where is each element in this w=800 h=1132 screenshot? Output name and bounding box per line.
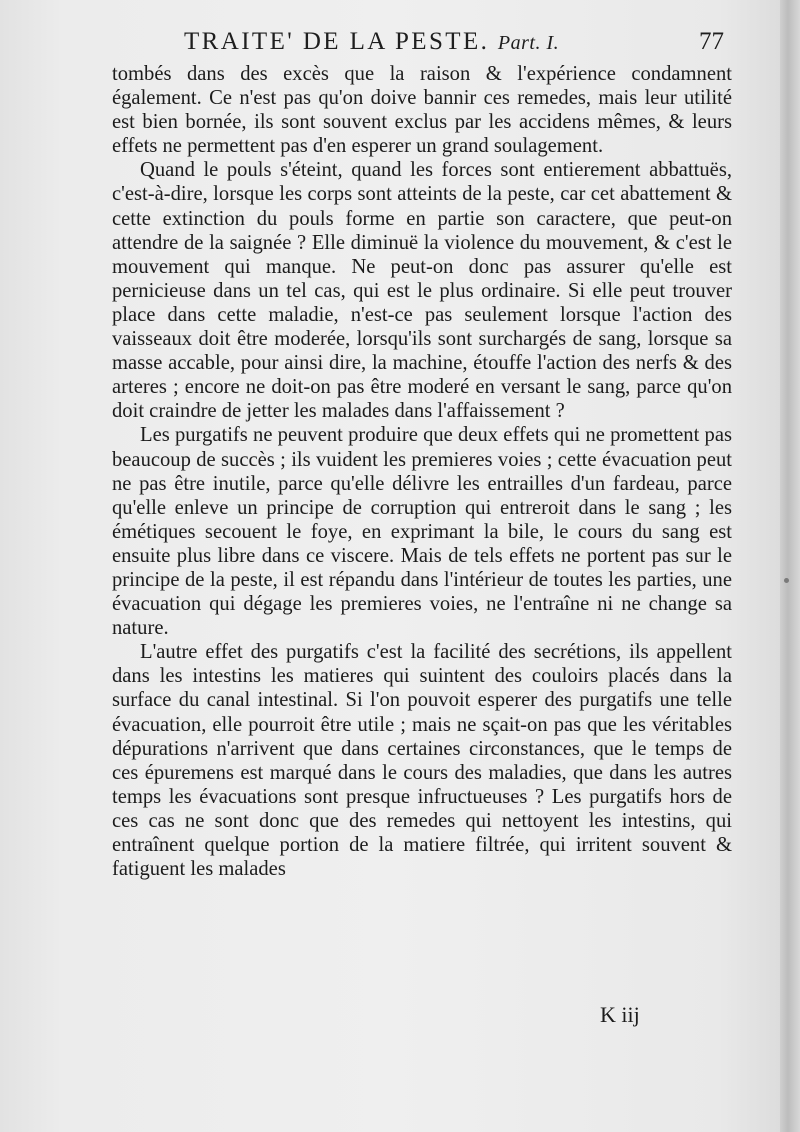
- ink-spot: [784, 578, 789, 583]
- body-text: [112, 62, 732, 881]
- part-label: Part. I.: [497, 32, 560, 54]
- running-title: [184, 28, 559, 56]
- paragraph-continuation: tombés dans des excès que la raison & l'expérience condamnent également. Ce n'est pas qu'on doive bannir ces remedes, mais leur utilité est bien bornée, ils sont souvent exclus par les accidens mêmes, & leurs effets ne permettent pas d'en esperer un grand soulagement.: [112, 63, 732, 158]
- page-number: 77: [699, 28, 724, 55]
- running-title-text: TRAITE' DE LA PESTE.: [184, 28, 490, 55]
- page-header: [184, 28, 724, 62]
- paragraph-purgatifs: Les purgatifs ne peuvent produire que deux effets qui ne promettent pas beaucoup de succès ; ils vuident les premieres voies ; cette évacuation peut ne pas être inutile, parce qu'elle délivre les entrailles d'un fardeau, parce qu'elle enleve un principe de corruption qui entreroit dans le sang ; les émétiques secouent le foye, en exprimant la bile, le cours du sang est ensuite plus libre dans ce viscere. Mais de tels effets ne portent pas sur le principe de la peste, il est répandu dans l'intérieur de toutes les parties, une évacuation qui dégage les premieres voies, ne l'entraîne ni ne change sa nature.: [112, 424, 732, 640]
- paragraph-secretions: L'autre effet des purgatifs c'est la facilité des secrétions, ils appellent dans les intestins les matieres qui suintent des couloirs placés dans la surface du canal intestinal. Si l'on pouvoit esperer des purgatifs une telle évacuation, elle pourroit être utile ; mais ne sçait-on pas que les véritables dépurations n'arrivent que dans certaines circonstances, que le temps de ces épuremens est marqué dans le cours des maladies, que dans les autres temps les évacuations sont presque infructueuses ? Les purgatifs hors de ces cas ne sont donc que des remedes qui nettoyent les intestins, qui entraînent quelque portion de la matiere filtrée, qui irritent souvent & fatiguent les malades: [112, 641, 732, 881]
- signature-mark: K iij: [600, 1002, 640, 1027]
- page-edge: [780, 0, 800, 1132]
- paragraph-saignee: Quand le pouls s'éteint, quand les forces sont entierement abbattuës, c'est-à-dire, lorsque les corps sont atteints de la peste, car cet abattement & cette extinction du pouls forme en partie son caractere, que peut-on attendre de la saignée ? Elle diminuë la violence du mouvement, & c'est le mouvement qui manque. Ne peut-on donc pas assurer qu'elle est pernicieuse dans un tel cas, qui est le plus ordinaire. Si elle peut trouver place dans cette maladie, n'est-ce pas seulement lorsque l'action des vaisseaux doit être moderée, lorsqu'ils sont surchargés de sang, lorsque sa masse accable, pour ainsi dire, la machine, étouffe l'action des nerfs & des arteres ; encore ne doit-on pas être moderé en versant le sang, parce qu'on doit craindre de jetter les malades dans l'affaissement ?: [112, 159, 732, 423]
